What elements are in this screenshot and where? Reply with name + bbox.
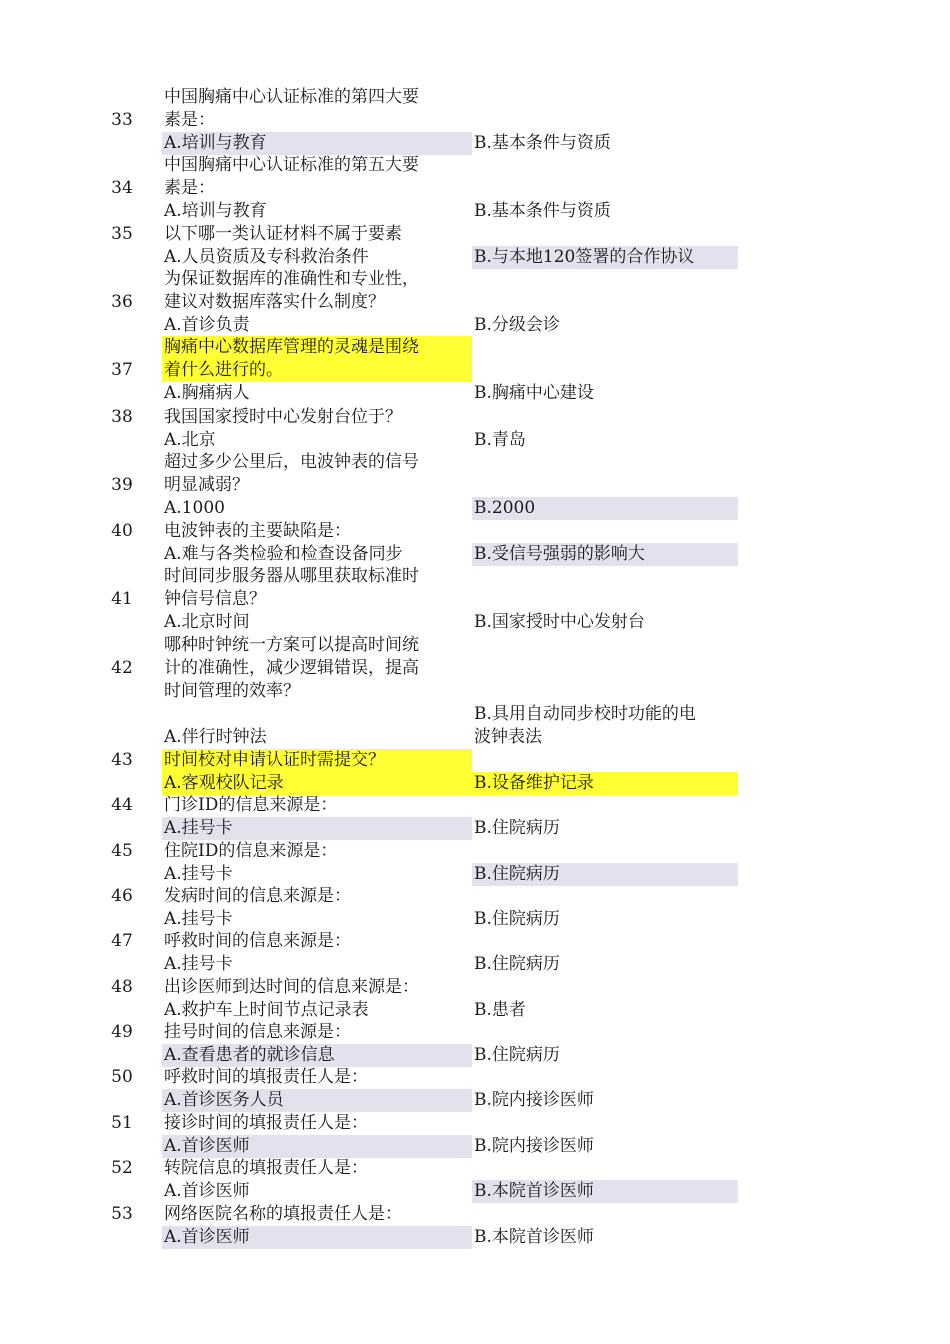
question-text: 时间同步服务器从哪里获取标准时 钟信号信息？ [164,566,419,609]
question-number: 49 [111,1022,133,1042]
question-text: 网络医院名称的填报责任人是： [164,1204,402,1224]
option-a: A.北京 [164,430,216,450]
option-a: A.胸痛病人 [164,383,250,403]
option-b: B.本院首诊医师 [472,1180,738,1203]
option-a: A.培训与教育 [162,132,472,155]
option-b: B.青岛 [474,430,526,450]
option-a: A.伴行时钟法 [164,727,267,747]
question-text: 我国国家授时中心发射台位于？ [164,407,402,427]
option-b: B.基本条件与资质 [474,201,611,221]
option-a: A.首诊医师 [162,1135,472,1158]
question-number: 43 [111,750,133,770]
question-number: 47 [111,931,133,951]
option-b: B.设备维护记录 [472,772,738,795]
question-number: 48 [111,977,133,997]
question-number: 39 [111,475,133,495]
question-text: 胸痛中心数据库管理的灵魂是围绕 着什么进行的。 [162,336,472,382]
option-a: A.挂号卡 [164,864,233,884]
question-text: 出诊医师到达时间的信息来源是： [164,977,419,997]
option-b: B.患者 [474,1000,526,1020]
option-a: A.1000 [164,498,225,518]
option-b: B.住院病历 [472,863,738,886]
option-b: B.住院病历 [474,909,560,929]
option-a: A.难与各类检验和检查设备同步 [164,544,403,564]
question-text: 接诊时间的填报责任人是： [164,1113,368,1133]
question-number: 53 [111,1204,133,1224]
question-number: 52 [111,1158,133,1178]
option-b: B.具用自动同步校时功能的电 波钟表法 [474,704,696,747]
option-a: A.首诊医务人员 [162,1089,472,1112]
option-b: B.受信号强弱的影响大 [472,543,738,566]
question-number: 44 [111,795,133,815]
question-number: 35 [111,224,133,244]
question-number: 41 [111,589,133,609]
option-a: A.人员资质及专科救治条件 [164,247,369,267]
option-a: A.培训与教育 [164,201,267,221]
question-text: 超过多少公里后，电波钟表的信号 明显减弱？ [164,452,419,495]
question-number: 36 [111,292,133,312]
option-a: A.查看患者的就诊信息 [162,1044,472,1067]
question-number: 38 [111,407,133,427]
option-b: B.住院病历 [474,1045,560,1065]
option-a: A.首诊医师 [162,1226,472,1249]
question-text: 为保证数据库的准确性和专业性， 建议对数据库落实什么制度？ [164,269,419,312]
question-text: 住院ID的信息来源是： [164,841,338,861]
option-a: A.客观校队记录 [162,772,472,795]
question-number: 51 [111,1113,133,1133]
option-b: B.胸痛中心建设 [474,383,594,403]
option-b: B.国家授时中心发射台 [474,612,645,632]
question-text: 挂号时间的信息来源是： [164,1022,351,1042]
question-text: 转院信息的填报责任人是： [164,1158,368,1178]
question-text: 呼救时间的信息来源是： [164,931,351,951]
question-text: 时间校对申请认证时需提交？ [162,749,472,772]
question-text: 中国胸痛中心认证标准的第五大要 素是： [164,155,419,198]
question-text: 呼救时间的填报责任人是： [164,1067,368,1087]
option-a: A.挂号卡 [164,909,233,929]
option-b: B.与本地120签署的合作协议 [472,246,738,269]
option-b: B.住院病历 [474,954,560,974]
question-number: 34 [111,178,133,198]
question-text: 中国胸痛中心认证标准的第四大要 素是： [164,87,419,130]
option-b: B.分级会诊 [474,315,560,335]
question-number: 50 [111,1067,133,1087]
question-number: 37 [111,360,133,380]
option-a: A.挂号卡 [164,954,233,974]
option-b: B.基本条件与资质 [474,133,611,153]
option-b: B.院内接诊医师 [474,1136,594,1156]
question-number: 46 [111,886,133,906]
question-text: 哪种时钟统一方案可以提高时间统 计的准确性，减少逻辑错误，提高 时间管理的效率？ [164,635,419,701]
option-a: A.首诊负责 [164,315,250,335]
option-b: B.2000 [472,497,738,520]
option-b: B.本院首诊医师 [474,1227,594,1247]
question-text: 以下哪一类认证材料不属于要素 [164,224,402,244]
question-number: 42 [111,658,133,678]
question-number: 33 [111,110,133,130]
question-text: 电波钟表的主要缺陷是： [164,521,351,541]
question-text: 发病时间的信息来源是： [164,886,351,906]
option-a: A.北京时间 [164,612,250,632]
question-number: 45 [111,841,133,861]
option-a: A.挂号卡 [162,817,472,840]
question-number: 40 [111,521,133,541]
question-text: 门诊ID的信息来源是： [164,795,338,815]
option-b: B.住院病历 [474,818,560,838]
option-a: A.首诊医师 [164,1181,250,1201]
option-b: B.院内接诊医师 [474,1090,594,1110]
option-a: A.救护车上时间节点记录表 [164,1000,369,1020]
